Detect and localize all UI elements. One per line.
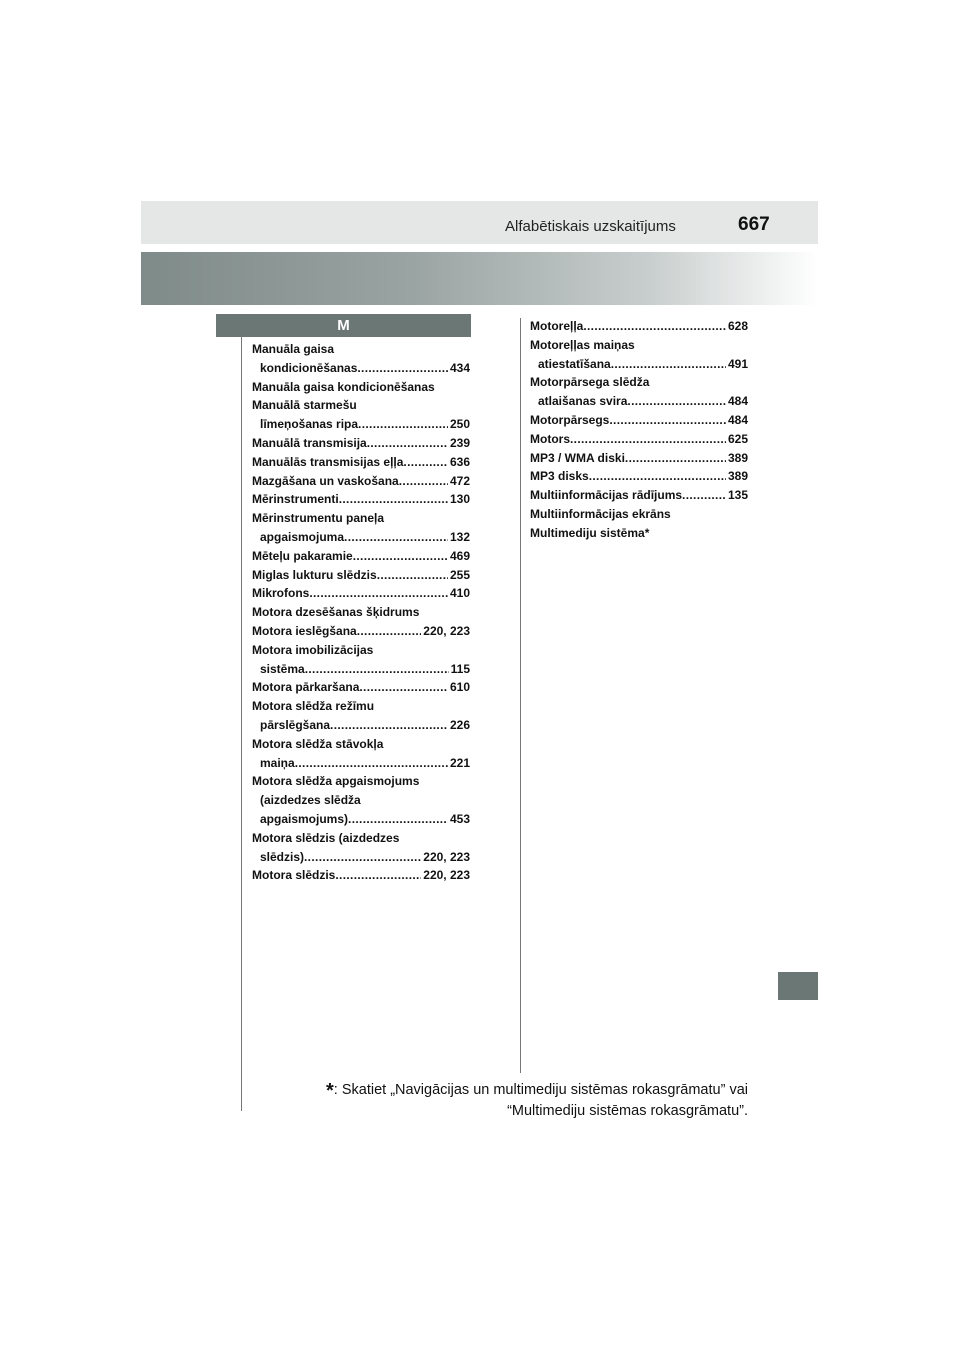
dot-leader xyxy=(583,317,726,336)
index-entry-page: 484 xyxy=(727,394,748,409)
dot-leader xyxy=(609,411,726,430)
index-entry-label: Mikrofons xyxy=(252,586,310,601)
index-entry-label: Multimediju sistēma* xyxy=(530,525,650,540)
index-entry xyxy=(530,317,748,336)
dot-leader xyxy=(625,449,726,468)
index-entry xyxy=(252,772,470,828)
dot-leader xyxy=(570,430,726,449)
index-entry-page: 221 xyxy=(449,755,470,770)
index-entry xyxy=(252,509,470,547)
footnote-text-1: : Skatiet „Navigācijas un multimediju sistēmas rokasgrāmatu” vai xyxy=(333,1082,748,1098)
index-entry-text: Motora slēdža stāvokļa xyxy=(252,736,384,751)
index-entry xyxy=(252,641,470,679)
header-title: Alfabētiskais uzskaitījums xyxy=(505,218,676,235)
index-entry xyxy=(252,453,470,472)
index-entry-page: 610 xyxy=(449,680,470,695)
index-entry-page: 250 xyxy=(449,417,470,432)
dot-leader xyxy=(339,490,448,509)
index-column-right xyxy=(530,317,748,543)
index-entry xyxy=(530,486,748,505)
section-tab-marker xyxy=(778,972,818,1000)
dot-leader xyxy=(304,848,421,867)
dot-leader xyxy=(295,754,448,773)
index-entry-page: 220, 223 xyxy=(423,623,470,638)
index-entry-page: 469 xyxy=(449,548,470,563)
header-bar xyxy=(141,201,818,244)
index-entry-label: Mēteļu pakaramie xyxy=(252,548,353,563)
index-entry-label: Multiinformācijas rādījums xyxy=(530,488,683,503)
index-entry-label: apgaismojums) xyxy=(260,811,349,826)
index-entry xyxy=(252,396,470,434)
index-entry-label: līmeņošanas ripa xyxy=(260,417,359,432)
dot-leader xyxy=(335,866,421,885)
index-entry xyxy=(530,336,748,374)
index-entry-page: 239 xyxy=(449,435,470,450)
index-entry-page: 115 xyxy=(450,661,470,676)
index-entry-label: apgaismojuma xyxy=(260,529,345,544)
index-entry-label: Manuālās transmisijas eļļa xyxy=(252,454,404,469)
dot-leader xyxy=(627,392,726,411)
index-entry xyxy=(252,829,470,867)
index-entry xyxy=(530,430,748,449)
index-entry xyxy=(252,434,470,453)
index-entry-label: Motora slēdzis xyxy=(252,868,336,883)
index-entry xyxy=(252,678,470,697)
index-entry-text: Manuāla gaisa xyxy=(252,342,335,356)
index-entry-page: 453 xyxy=(449,811,470,826)
index-entry-page: 636 xyxy=(449,454,470,469)
index-entry-label: Miglas lukturu slēdzis xyxy=(252,567,377,582)
index-entry-label: Mazgāšana un vaskošana xyxy=(252,473,399,488)
index-entry-page: 220, 223 xyxy=(423,868,470,883)
index-entry-label: atiestatīšana xyxy=(538,356,611,371)
index-entry xyxy=(530,524,748,543)
index-entry-page: 226 xyxy=(449,717,470,732)
index-entry-label: Manuāla gaisa kondicionēšanas xyxy=(252,379,435,394)
index-entry-label: Manuālā transmisija xyxy=(252,435,367,450)
dot-leader xyxy=(305,660,449,679)
index-entry xyxy=(252,566,470,585)
dot-leader xyxy=(682,486,726,505)
dot-leader xyxy=(309,584,448,603)
index-entry-page: 132 xyxy=(449,529,470,544)
index-entry-label: Multiinformācijas ekrāns xyxy=(530,506,671,521)
index-entry xyxy=(252,622,470,641)
index-entry-label: MP3 disks xyxy=(530,469,589,484)
dot-leader xyxy=(357,622,422,641)
index-entry-text: Motora imobilizācijas xyxy=(252,642,374,657)
index-entry-label: Motora ieslēgšana xyxy=(252,623,357,638)
footnote xyxy=(300,1080,748,1121)
index-entry-page: 220, 223 xyxy=(423,849,470,864)
index-entry-page: 628 xyxy=(727,319,748,333)
index-entry xyxy=(252,584,470,603)
column-divider-middle xyxy=(520,318,521,1073)
index-entry-page: 135 xyxy=(727,488,748,503)
index-entry xyxy=(252,866,470,885)
index-entry-label: Motors xyxy=(530,431,570,446)
dot-leader xyxy=(344,528,448,547)
index-entry-label: maiņa xyxy=(260,755,295,770)
dot-leader xyxy=(359,678,448,697)
index-entry-page: 625 xyxy=(727,431,748,446)
dot-leader xyxy=(348,810,448,829)
index-entry xyxy=(252,547,470,566)
index-column-left xyxy=(252,340,470,885)
index-entry-page: 434 xyxy=(449,360,470,375)
footnote-line-2: “Multimediju sistēmas rokasgrāmatu”. xyxy=(507,1103,748,1119)
index-entry-label: slēdzis) xyxy=(260,849,305,864)
index-entry xyxy=(252,378,470,397)
page-number: 667 xyxy=(738,214,770,235)
index-entry-page: 130 xyxy=(449,492,470,507)
index-entry-page: 472 xyxy=(449,473,470,488)
dot-leader xyxy=(358,415,448,434)
footnote-marker: * xyxy=(325,1080,334,1102)
index-entry-label: Mērinstrumenti xyxy=(252,492,339,507)
index-entry xyxy=(252,735,470,773)
column-divider-left xyxy=(241,337,242,1111)
index-entry xyxy=(252,490,470,509)
dot-leader xyxy=(353,547,448,566)
dot-leader xyxy=(399,472,448,491)
index-entry-label: MP3 / WMA diski xyxy=(530,450,625,465)
index-entry-label: kondicionēšanas xyxy=(260,360,358,375)
index-entry-page: 255 xyxy=(449,567,470,582)
index-entry-label: Motora pārkaršana xyxy=(252,680,360,695)
index-entry-text: Motora slēdzis (aizdedzes xyxy=(252,830,400,845)
index-entry-label: pārslēgšana xyxy=(260,717,331,732)
index-entry-label: Motorpārsegs xyxy=(530,412,610,427)
index-entry-text: Mērinstrumentu paneļa xyxy=(252,511,385,526)
index-entry-text: Motorpārsega slēdža xyxy=(530,375,650,390)
index-entry-page: 389 xyxy=(727,450,748,465)
section-letter-header: M xyxy=(216,314,471,337)
index-entry-text: (aizdedzes slēdža xyxy=(260,793,361,808)
dot-leader xyxy=(357,359,448,378)
index-entry xyxy=(530,449,748,468)
index-entry xyxy=(252,340,470,378)
index-entry-label: sistēma xyxy=(260,661,305,676)
index-entry xyxy=(252,472,470,491)
index-entry-text: Motora slēdža režīmu xyxy=(252,699,375,714)
index-entry-page: 389 xyxy=(727,469,748,484)
dot-leader xyxy=(367,434,448,453)
dot-leader xyxy=(611,355,726,374)
index-entry xyxy=(252,603,470,622)
index-entry-label: Motora dzesēšanas šķidrums xyxy=(252,605,420,620)
index-entry-text: Motoreļļas maiņas xyxy=(530,337,635,352)
index-entry-page: 410 xyxy=(449,586,470,601)
index-entry xyxy=(530,505,748,524)
dot-leader xyxy=(589,467,726,486)
index-entry-page: 484 xyxy=(727,412,748,427)
index-entry xyxy=(530,411,748,430)
footnote-line-1 xyxy=(300,1080,748,1101)
decorative-band xyxy=(141,252,818,305)
index-entry-label: atlaišanas svira xyxy=(538,394,628,409)
dot-leader xyxy=(330,716,448,735)
dot-leader xyxy=(403,453,448,472)
index-entry-page: 491 xyxy=(727,356,748,371)
dot-leader xyxy=(377,566,448,585)
index-entry xyxy=(530,467,748,486)
index-entry-text: Manuālā starmešu xyxy=(252,398,357,413)
index-entry-text: Motora slēdža apgaismojums xyxy=(252,774,420,789)
index-entry-label: Motoreļļa xyxy=(530,319,584,333)
index-entry xyxy=(252,697,470,735)
index-entry xyxy=(530,373,748,411)
